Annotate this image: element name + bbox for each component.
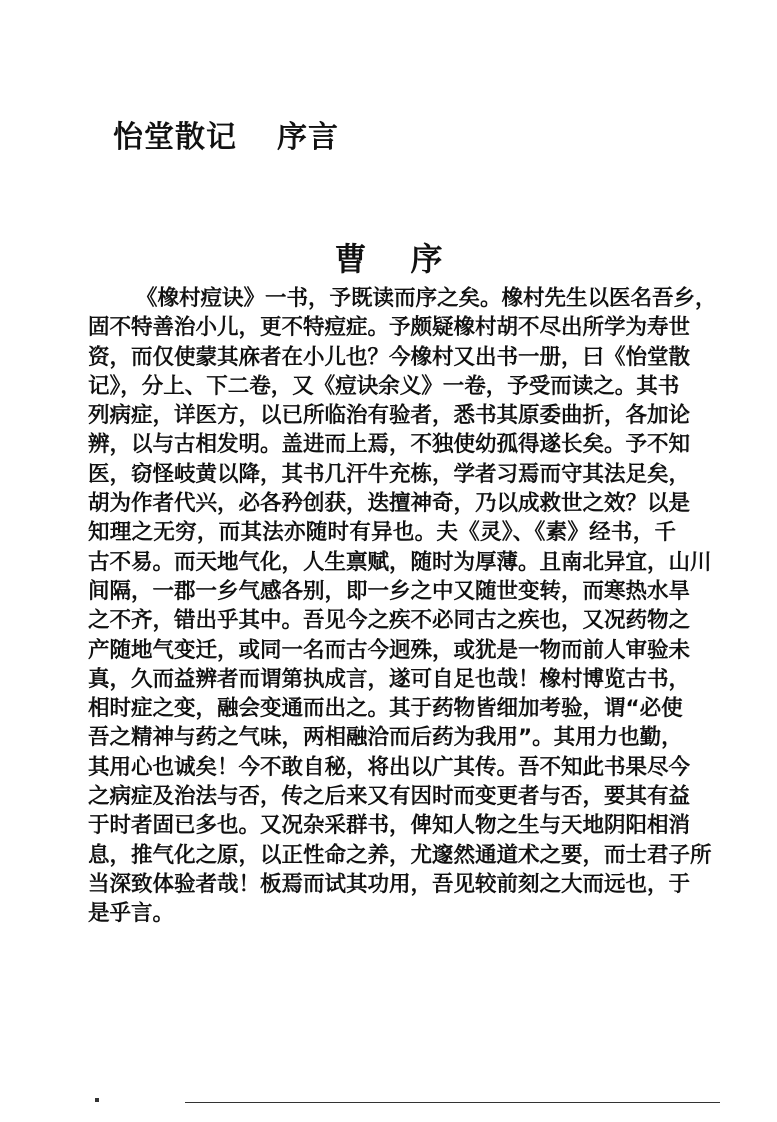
- text-line: 真，久而益辨者而谓第执成言，遂可自足也哉！橡村博览古书，: [88, 666, 691, 692]
- text-line: 相时症之变，融会变通而出之。其于药物皆细加考验，谓“必使: [88, 696, 683, 722]
- preface-body: [88, 284, 717, 929]
- section-title: 序言: [277, 120, 339, 155]
- text-line: 辨，以与古相发明。盖进而上焉，不独使幼孤得遂长矣。予不知: [88, 432, 691, 458]
- text-line: 于时者固已多也。又况杂采群书，俾知人物之生与天地阴阳相消: [88, 813, 691, 839]
- text-line: 其用心也诚矣！今不敢自秘，将出以广其传。吾不知此书果尽今: [88, 754, 691, 780]
- text-line: 固不特善治小儿，更不特痘症。予颇疑橡村胡不尽出所学为寿世: [88, 315, 691, 341]
- running-header: [113, 112, 339, 156]
- footer-rule: [185, 1102, 720, 1103]
- text-line: 当深致体验者哉！板焉而试其功用，吾见较前刻之大而远也，于: [88, 871, 691, 897]
- text-line: 记》，分上、下二卷，又《痘诀余义》一卷，予受而读之。其书: [88, 373, 680, 399]
- text-line: 产随地气变迁，或同一名而古今迥殊，或犹是一物而前人审验未: [88, 637, 691, 663]
- text-line: 胡为作者代兴，必各矜创获，迭擅神奇，乃以成救世之效？以是: [88, 491, 691, 517]
- text-line: 资，而仅使蒙其庥者在小儿也？今橡村又出书一册，曰《怡堂散: [88, 344, 691, 370]
- book-title: 怡堂散记: [113, 120, 237, 155]
- text-line: 《橡村痘诀》一书，予既读而序之矣。橡村先生以医名吾乡，: [136, 286, 717, 311]
- text-line: 吾之精神与药之气味，两相融洽而后药为我用”。其用力也勤，: [88, 725, 683, 751]
- footer-mark: [95, 1098, 99, 1102]
- text-line: 医，窃怪岐黄以降，其书几汗牛充栋，学者习焉而守其法足矣，: [88, 461, 691, 487]
- text-line: 之病症及治法与否，传之后来又有因时而变更者与否，要其有益: [88, 784, 691, 810]
- text-line: 古不易。而天地气化，人生禀赋，随时为厚薄。且南北异宜，山川: [88, 549, 712, 575]
- text-line: 之不齐，错出乎其中。吾见今之疾不必同古之疾也，又况药物之: [88, 608, 691, 634]
- text-line: 知理之无穷，而其法亦随时有异也。夫《灵》、《素》经书，千: [88, 520, 676, 546]
- preface-title: 曹序: [334, 240, 487, 278]
- text-line: 间隔，一郡一乡气感各别，即一乡之中又随世变转，而寒热水旱: [88, 578, 691, 604]
- text-line: 息，推气化之原，以正性命之养，尤邃然通道术之要，而士君子所: [88, 842, 712, 868]
- text-line: 是乎言。: [88, 901, 175, 927]
- text-line: 列病症，详医方，以已所临治有验者，悉书其原委曲折，各加论: [88, 403, 691, 429]
